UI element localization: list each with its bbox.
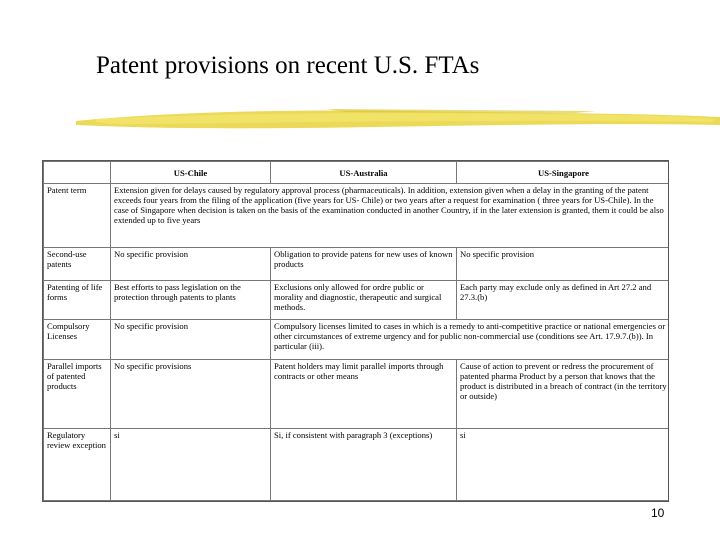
table-cell: No specific provisions [111,360,271,429]
table-cell: si [111,429,271,501]
table-cell: No specific provision [457,248,670,281]
table-row [44,184,670,248]
brush-stroke-decoration [76,103,720,133]
slide-title: Patent provisions on recent U.S. FTAs [96,52,480,79]
header-empty [44,162,111,184]
table-row [44,360,670,429]
header-us-australia: US-Australia [271,162,457,184]
row-label: Patenting of life forms [44,281,111,320]
header-us-chile: US-Chile [111,162,271,184]
table-cell: Patent holders may limit parallel imports through contracts or other means [271,360,457,429]
table-cell: Each party may exclude only as defined in Art 27.2 and 27.3.(b) [457,281,670,320]
table-cell: Obligation to provide patens for new uses of known products [271,248,457,281]
table-row [44,248,670,281]
table-header-row [44,162,670,184]
table-cell: Best efforts to pass legislation on the protection through patents to plants [111,281,271,320]
row-label: Patent term [44,184,111,248]
table-cell: No specific provision [111,248,271,281]
table-row [44,320,670,360]
patent-provisions-table [42,160,669,502]
row-label: Regulatory review exception [44,429,111,501]
table-cell: Compulsory licenses limited to cases in which is a remedy to anti-competitive practice or national emergencies or other circumstances of extreme urgency and for public non-commercial use (conditions see Art. 17.9.7.(b)). In particular (iii). [271,320,670,360]
table-row [44,429,670,501]
header-us-singapore: US-Singapore [457,162,670,184]
row-label: Compulsory Licenses [44,320,111,360]
table-row [44,281,670,320]
table-cell: si [457,429,670,501]
row-label: Parallel imports of patented products [44,360,111,429]
table-cell: No specific provision [111,320,271,360]
table-cell: Si, if consistent with paragraph 3 (exceptions) [271,429,457,501]
table-cell: Extension given for delays caused by regulatory approval process (pharmaceuticals). In addition, extension given when a delay in the granting of the patent exceeds four years from the filing of the application (five years for US- Chile) or two years after a request for examination ( three years for US-Chile). In the case of Singapore when decision is taken on the basis of the examination conducted in another Country, if in the later extension is granted, them it could be also extended up to five years [111,184,670,248]
table-cell: Cause of action to prevent or redress the procurement of patented pharma Product by a person that knows that the product is distributed in a breach of contract (in the territory or outside) [457,360,670,429]
row-label: Second-use patents [44,248,111,281]
page-number: 10 [651,506,665,520]
table-cell: Exclusions only allowed for ordre public or morality and diagnostic, therapeutic and surgical methods. [271,281,457,320]
